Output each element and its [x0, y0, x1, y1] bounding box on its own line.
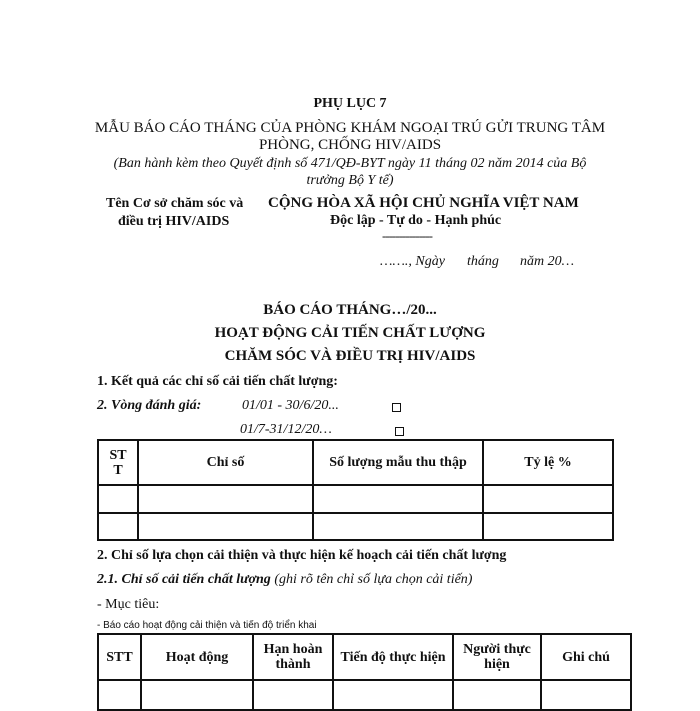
date-place: ……., Ngày	[380, 254, 445, 269]
national-motto: Độc lập - Tự do - Hạnh phúc	[330, 213, 502, 228]
table-cell[interactable]	[541, 680, 631, 710]
issued-note-line2: trưởng Bộ Y tế)	[306, 173, 394, 188]
motto-underline: ---------------	[382, 228, 432, 243]
subsection-2-1-title: 2.1. Chỉ số cải tiến chất lượng	[97, 572, 271, 587]
nation-name: CỘNG HÒA XÃ HỘI CHỦ NGHĨA VIỆT NAM	[268, 195, 579, 211]
subsection-2-1	[97, 572, 472, 588]
table-row	[98, 513, 613, 540]
facility-name-line1: Tên Cơ sở chăm sóc và	[106, 196, 244, 211]
table-cell[interactable]	[141, 680, 253, 710]
stt-line2: T	[113, 462, 123, 478]
improvement-activities-table	[97, 633, 632, 711]
column-header-deadline	[253, 634, 333, 680]
owner-line1: Người thực	[463, 642, 531, 657]
period-second-half: 01/7-31/12/20…	[240, 422, 332, 437]
period-first-half: 01/01 - 30/6/20...	[242, 398, 339, 413]
table-cell[interactable]	[98, 513, 138, 540]
subsection-2-1-note: (ghi rõ tên chỉ số lựa chọn cải tiến)	[270, 572, 473, 587]
deadline-line1: Hạn hoàn	[263, 642, 323, 657]
column-header-stt: STT	[98, 634, 141, 680]
table-cell[interactable]	[313, 485, 483, 513]
objective-label: - Mục tiêu:	[97, 597, 160, 612]
column-header-sample-count: Số lượng mẫu thu thập	[313, 440, 483, 485]
deadline-line2: thành	[275, 657, 311, 672]
table-cell[interactable]	[483, 513, 613, 540]
evaluation-round-label: 2. Vòng đánh giá:	[97, 398, 202, 413]
table-cell[interactable]	[313, 513, 483, 540]
facility-name-line2: điều trị HIV/AIDS	[118, 214, 230, 229]
report-subtitle1: HOẠT ĐỘNG CẢI TIẾN CHẤT LƯỢNG	[214, 325, 486, 341]
checkbox-second-half[interactable]	[395, 427, 404, 436]
column-header-notes: Ghi chú	[541, 634, 631, 680]
table-header-row	[98, 634, 631, 680]
section2-heading: 2. Chỉ số lựa chọn cải thiện và thực hiện kế hoạch cải tiến chất lượng	[97, 548, 507, 563]
table-cell[interactable]	[453, 680, 541, 710]
table-row	[98, 485, 613, 513]
indicator-results-table	[97, 439, 614, 541]
owner-line2: hiện	[484, 657, 510, 672]
table-cell[interactable]	[253, 680, 333, 710]
column-header-indicator: Chỉ số	[138, 440, 313, 485]
table-cell[interactable]	[98, 680, 141, 710]
table-cell[interactable]	[98, 485, 138, 513]
date-year: năm 20…	[520, 254, 575, 269]
column-header-activity: Hoạt động	[141, 634, 253, 680]
report-title: BÁO CÁO THÁNG…/20...	[263, 302, 437, 318]
appendix-label: PHỤ LỤC 7	[313, 96, 387, 111]
column-header-stt	[98, 440, 138, 485]
form-title-line1: MẪU BÁO CÁO THÁNG CỦA PHÒNG KHÁM NGOẠI TRÚ GỬI TRUNG TÂM	[94, 120, 606, 136]
table-header-row	[98, 440, 613, 485]
column-header-percentage: Tỷ lệ %	[483, 440, 613, 485]
table-cell[interactable]	[483, 485, 613, 513]
column-header-owner	[453, 634, 541, 680]
progress-report-note: - Báo cáo hoạt động cải thiện và tiến độ triển khai	[97, 620, 317, 631]
column-header-progress: Tiến độ thực hiện	[333, 634, 453, 680]
date-month: tháng	[467, 254, 499, 269]
table-cell[interactable]	[333, 680, 453, 710]
table-cell[interactable]	[138, 513, 313, 540]
stt-line1: ST	[109, 447, 127, 463]
issued-note-line1: (Ban hành kèm theo Quyết định số 471/QĐ-BYT ngày 11 tháng 02 năm 2014 của Bộ	[113, 156, 587, 171]
section1-heading: 1. Kết quả các chỉ số cải tiến chất lượng:	[97, 374, 338, 389]
table-row	[98, 680, 631, 710]
form-title-line2: PHÒNG, CHỐNG HIV/AIDS	[258, 137, 442, 153]
checkbox-first-half[interactable]	[392, 403, 401, 412]
report-subtitle2: CHĂM SÓC VÀ ĐIỀU TRỊ HIV/AIDS	[224, 348, 476, 364]
table-cell[interactable]	[138, 485, 313, 513]
